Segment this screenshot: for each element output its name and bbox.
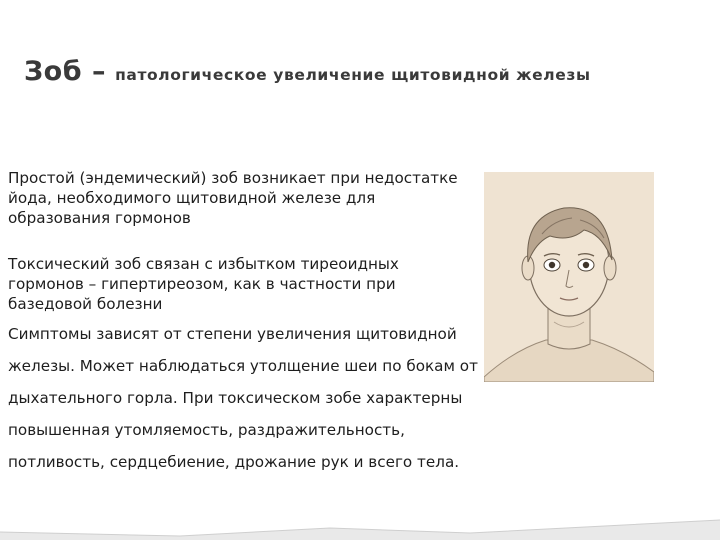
title-subtitle: патологическое увеличение щитовидной железы (115, 66, 591, 84)
slide-title (24, 56, 591, 87)
torn-edge-icon (0, 518, 720, 540)
portrait-sketch-icon (484, 172, 654, 382)
paragraph-toxic-goiter: Токсический зоб связан с избытком тиреоидных гормонов – гипертиреозом, как в частности при базедовой болезни (8, 255, 399, 313)
bottom-decorative-edge (0, 518, 720, 540)
paragraph-simple-goiter: Простой (эндемический) зоб возникает при недостатке йода, необходимого щитовидной железе для образования гормонов (8, 169, 458, 227)
paragraph-symptoms: Симптомы зависят от степени увеличения щитовидной железы. Может наблюдаться утолщение шеи по бокам от дыхательного горла. При токсическом зобе характерны повышенная утомляемость, раздражительность, потливость, сердцебиение, дрожание рук и всего тела. (8, 325, 478, 471)
portrait-illustration (484, 172, 654, 382)
title-main: Зоб – (24, 56, 106, 87)
